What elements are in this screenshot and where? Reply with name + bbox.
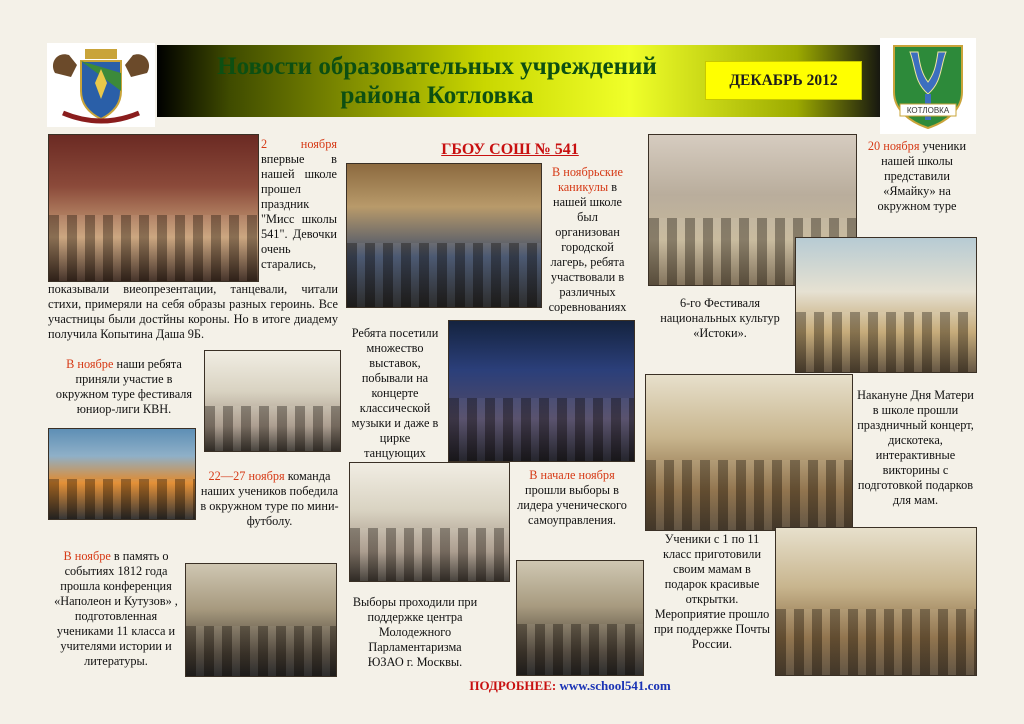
story-conference-text: в память о событиях 1812 года прошла конференция «Наполеон и Кутузов» , подготовленная учениками 11 класса и учителями истории и литературы. [54,549,178,668]
story-football [198,469,341,529]
photo-mothers-day-crafts [645,374,853,531]
story-jamaica-text: ученики нашей школы представили «Ямайку» на окружном туре [877,139,967,213]
story-kvn-text: наши ребята приняли участие в окружном туре фестиваля юниор-лиги КВН. [55,357,193,416]
story-miss-date: 2 ноября [261,137,337,151]
crest-label: КОТЛОВКА [906,106,950,115]
story-elections-support: Выборы проходили при поддержке центра Молодежного Парламентаризма ЮЗАО г. Москвы. [352,595,478,669]
story-jamaica [858,139,976,214]
story-conference [48,549,184,669]
title-line-2: района Котловка [340,82,534,109]
photo-football-team [48,428,196,520]
footer-label: ПОДРОБНЕЕ: [469,678,557,693]
story-cards: Ученики с 1 по 11 класс приготовили своим мамам в подарок красивые открытки. Мероприятие прошло при поддержке Почты России. [653,532,771,651]
kotlovka-coat-of-arms-icon [880,38,976,134]
photo-conference [185,563,337,677]
photo-miss-school-contest [48,134,259,282]
story-elections [514,468,630,528]
story-exhibitions: Ребята посетили множество выставок, побывали на концерте классической музыки и даже в цирке танцующих [351,326,439,460]
school-title: ГБОУ СОШ № 541 [441,141,579,158]
story-holidays-text: в нашей школе был организован городской лагерь, ребята участвовали в различных соревнованиях [548,180,627,314]
story-conference-date: В ноябре [63,549,111,563]
story-holidays-date: В ноябрьские каникулы [552,165,623,194]
story-elections-date: В начале ноября [529,468,615,482]
photo-kvn-stage [204,350,341,452]
photo-elections [349,462,510,582]
story-miss-text-narrow: впервые в нашей школе прошел праздник "Мисс школы 541". Девочки очень старались, [261,152,337,271]
newsletter-title [157,52,717,110]
photo-museum-group [346,163,542,308]
story-elections-text: прошли выборы в лидера ученического самоуправления. [517,483,627,527]
photo-fountain-circus [448,320,635,462]
story-miss-narrow [261,137,337,272]
story-miss-wide: показывали виеопрезентации, танцевали, читали стихи, примеряли на себя образы разных героинь. Все участницы были достйны короны. Но в итоге диадему получила Копытина Даша 9Б. [48,282,338,341]
district-coat-of-arms-icon [47,43,155,127]
photo-festival-group [795,237,977,373]
footer-website-link[interactable]: www.school541.com [559,678,671,693]
story-kvn [48,357,200,417]
story-jamaica-date: 20 ноября [867,139,920,153]
story-mothers-day: Накануне Дня Матери в школе прошли праздничный концерт, дискотека, интерактивные викторины с подготовкой подарков для мам. [857,388,974,507]
story-holidays [544,165,631,330]
title-line-1: Новости образовательных учреждений [217,53,657,80]
story-football-text: команда наших учеников победила в окружном туре по мини-футболу. [200,469,339,528]
issue-date-badge: ДЕКАБРЬ 2012 [705,61,862,100]
story-kvn-date: В ноябре [66,357,114,371]
photo-postcards-class [775,527,977,676]
story-festival: 6-го Фестиваля национальных культур «Истоки». [660,296,780,340]
photo-vote-counting [516,560,644,676]
footer-more-info [360,678,780,694]
story-football-date: 22—27 ноября [208,469,285,483]
